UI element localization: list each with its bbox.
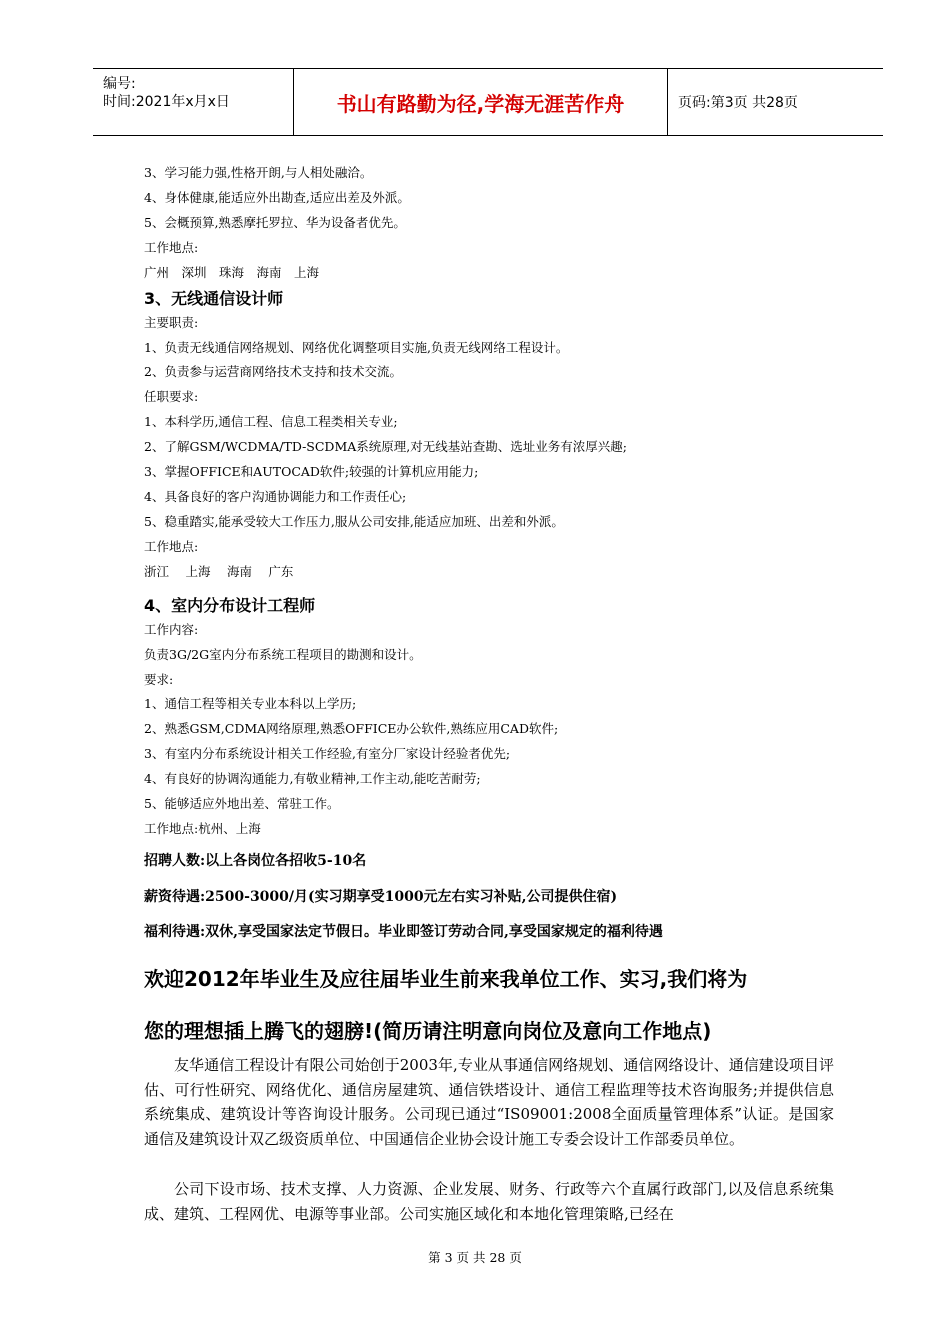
section-line: 2、负责参与运营商网络技术支持和技术交流。 <box>144 364 402 379</box>
header-page-code: 页码:第3页 共28页 <box>678 95 798 111</box>
section-line: 2、熟悉GSM,CDMA网络原理,熟悉OFFICE办公软件,熟练应用CAD软件; <box>144 721 559 736</box>
section-line: 3、有室内分布系统设计相关工作经验,有室分厂家设计经验者优先; <box>144 746 511 761</box>
salary-line: 薪资待遇:2500-3000/月(实习期享受1000元左右实习补贴,公司提供住宿) <box>144 889 618 905</box>
page-footer: 第 3 页 共 28 页 <box>428 1250 522 1265</box>
location-line: 工作地点:杭州、上海 <box>144 821 261 836</box>
welcome-line: 您的理想插上腾飞的翅膀!(简历请注明意向岗位及意向工作地点) <box>144 1019 712 1043</box>
section-line: 工作内容: <box>144 622 199 637</box>
section-heading: 3、无线通信设计师 <box>144 289 284 308</box>
document-number-label: 编号: <box>103 76 136 92</box>
location-list: 广州 深圳 珠海 海南 上海 <box>144 265 320 280</box>
section-line: 2、了解GSM/WCDMA/TD-SCDMA系统原理,对无线基站查勘、选址业务有浓厚兴趣; <box>144 439 627 454</box>
section-heading: 4、室内分布设计工程师 <box>144 596 316 615</box>
location-label: 工作地点: <box>144 539 199 554</box>
section-line: 5、能够适应外地出差、常驻工作。 <box>144 796 340 811</box>
header-motto-cell <box>294 69 668 135</box>
welcome-line: 欢迎2012年毕业生及应往届毕业生前来我单位工作、实习,我们将为 <box>144 967 748 991</box>
section-line: 4、具备良好的客户沟通协调能力和工作责任心; <box>144 489 407 504</box>
section-line: 4、有良好的协调沟通能力,有敬业精神,工作主动,能吃苦耐劳; <box>144 771 481 786</box>
benefits-line: 福利待遇:双休,享受国家法定节假日。毕业即签订劳动合同,享受国家规定的福利待遇 <box>144 924 663 940</box>
section-line: 1、通信工程等相关专业本科以上学历; <box>144 696 357 711</box>
section-line: 3、掌握OFFICE和AUTOCAD软件;较强的计算机应用能力; <box>144 464 479 479</box>
header-page-cell <box>668 69 883 135</box>
section-line: 任职要求: <box>144 389 199 404</box>
requirement-line: 3、学习能力强,性格开朗,与人相处融洽。 <box>144 165 373 180</box>
section-line: 5、稳重踏实,能承受较大工作压力,服从公司安排,能适应加班、出差和外派。 <box>144 514 564 529</box>
requirement-line: 4、身体健康,能适应外出勘查,适应出差及外派。 <box>144 190 410 205</box>
document-time-label: 时间:2021年x月x日 <box>103 94 230 110</box>
recruit-count: 招聘人数:以上各岗位各招收5-10名 <box>144 853 367 869</box>
section-line: 负责3G/2G室内分布系统工程项目的勘测和设计。 <box>144 647 422 662</box>
requirement-line: 5、会概预算,熟悉摩托罗拉、华为设备者优先。 <box>144 215 406 230</box>
company-intro-paragraph: 友华通信工程设计有限公司始创于2003年,专业从事通信网络规划、通信网络设计、通信建设项目评估、可行性研究、网络优化、通信房屋建筑、通信铁塔设计、通信工程监理等技术咨询服务;并提供信息系统集成、建筑设计等咨询设计服务。公司现已通过“IS09001:2008全面质量管理体系”认证。是国家通信及建筑设计双乙级资质单位、中国通信企业协会设计施工专委会设计工作部委员单位。 <box>144 1056 834 1148</box>
header-motto: 书山有路勤为径,学海无涯苦作舟 <box>336 91 625 116</box>
section-line: 要求: <box>144 672 174 687</box>
header-meta-cell <box>93 69 294 135</box>
section-line: 1、负责无线通信网络规划、网络优化调整项目实施,负责无线网络工程设计。 <box>144 340 569 355</box>
company-structure-paragraph: 公司下设市场、技术支撑、人力资源、企业发展、财务、行政等六个直属行政部门,以及信息系统集成、建筑、工程网优、电源等事业部。公司实施区域化和本地化管理策略,已经在 <box>144 1180 834 1223</box>
location-list: 浙江 上海 海南 广东 <box>144 564 294 579</box>
location-label: 工作地点: <box>144 240 199 255</box>
section-line: 1、本科学历,通信工程、信息工程类相关专业; <box>144 414 398 429</box>
page-header <box>93 68 883 136</box>
section-line: 主要职责: <box>144 315 199 330</box>
